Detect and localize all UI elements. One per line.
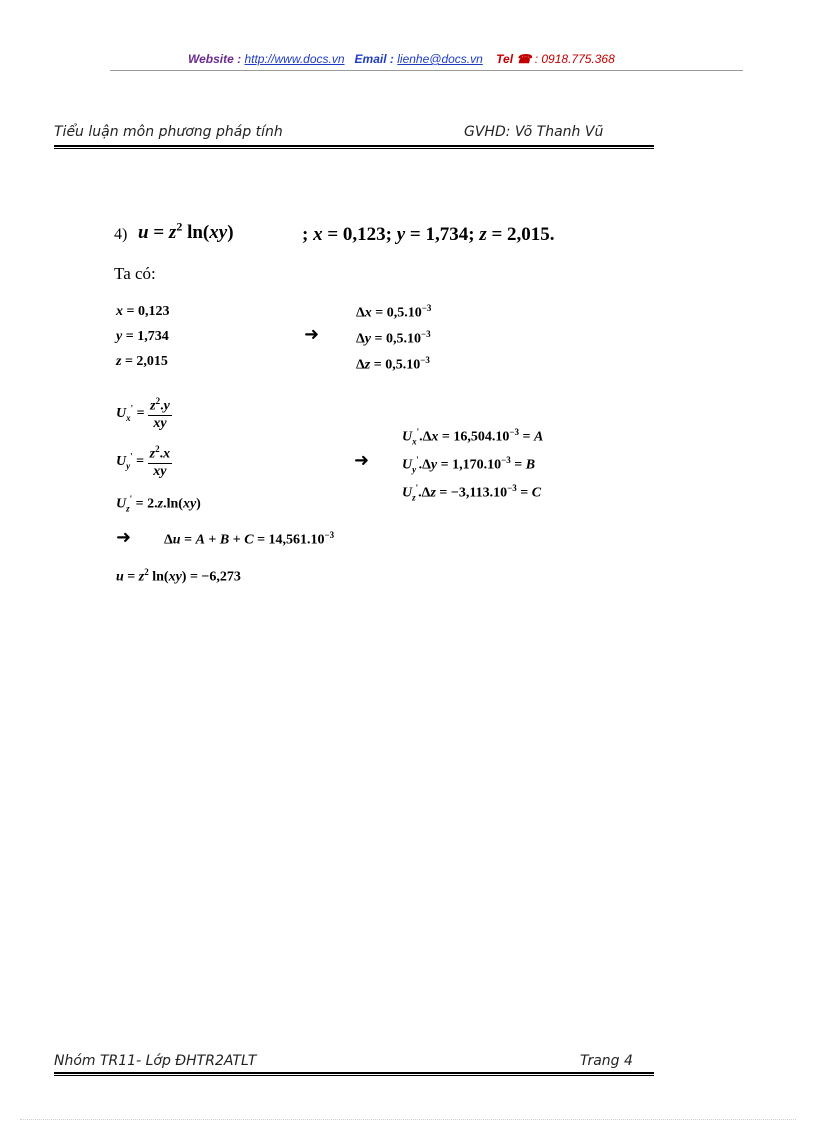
footer-page-number: Trang 4	[580, 1053, 633, 1069]
website-header	[188, 52, 615, 66]
problem-given: ; x = 0,123; y = 1,734; z = 2,015.	[302, 224, 555, 245]
value-z: z = 2,015	[116, 354, 168, 369]
phone-icon: ☎	[516, 52, 532, 66]
problem-intro: Ta có:	[114, 264, 156, 283]
delta-z: $\Delta z = 0,5.10^{-3}$	[356, 355, 430, 373]
product-x: $U_x'.\Delta x = 16,504.10^{-3} = A$	[402, 427, 544, 447]
derivative-y: $U_y'$ = $\frac{z^2.x}{xy}$	[116, 444, 171, 479]
website-label: Website :	[188, 52, 242, 66]
email-label: Email :	[354, 52, 394, 66]
delta-y: $\Delta y = 0,5.10^{-3}$	[356, 329, 431, 347]
implies-arrow-icon: ➜	[354, 450, 370, 471]
delta-x: $\Delta x = 0,5.10^{-3}$	[356, 303, 432, 321]
derivative-x: $U_x'$ = $\frac{z^2.y}{xy}$	[116, 396, 170, 431]
doc-header-instructor: GVHD: Võ Thanh Vũ	[464, 124, 604, 140]
website-divider	[110, 70, 743, 71]
header-rule-thin	[54, 148, 654, 149]
footer-rule-thin	[54, 1075, 654, 1076]
problem-formula: $u = z^2$ ln(xy)	[138, 220, 234, 244]
footer-rule	[54, 1072, 654, 1074]
result-delta-u: $\Delta u = A + B + C = 14,561.10^{-3}$	[164, 530, 335, 548]
email-link[interactable]: lienhe@docs.vn	[397, 52, 483, 66]
result-u: $u = z^2$ ln(xy) = −6,273	[116, 567, 241, 585]
header-rule	[54, 145, 654, 147]
implies-arrow-icon: ➜	[116, 527, 132, 548]
tel-label: Tel	[496, 52, 514, 66]
problem-number: 4)	[114, 226, 128, 243]
product-y: $U_y'.\Delta y = 1,170.10^{-3} = B$	[402, 455, 536, 475]
footer-group: Nhóm TR11- Lớp ĐHTR2ATLT	[54, 1053, 257, 1069]
derivative-z: $U_z' = 2.z.\ln(xy)$	[116, 494, 201, 514]
product-z: $U_z'.\Delta z = -3,113.10^{-3} = C$	[402, 483, 542, 503]
value-x: x = 0,123	[116, 304, 170, 319]
tel-number: : 0918.775.368	[534, 52, 615, 66]
page-bottom-dotted-line	[20, 1119, 796, 1120]
doc-header-title: Tiểu luận môn phương pháp tính	[54, 124, 283, 140]
website-link[interactable]: http://www.docs.vn	[244, 52, 345, 66]
value-y: y = 1,734	[116, 329, 169, 344]
implies-arrow-icon: ➜	[304, 324, 320, 345]
